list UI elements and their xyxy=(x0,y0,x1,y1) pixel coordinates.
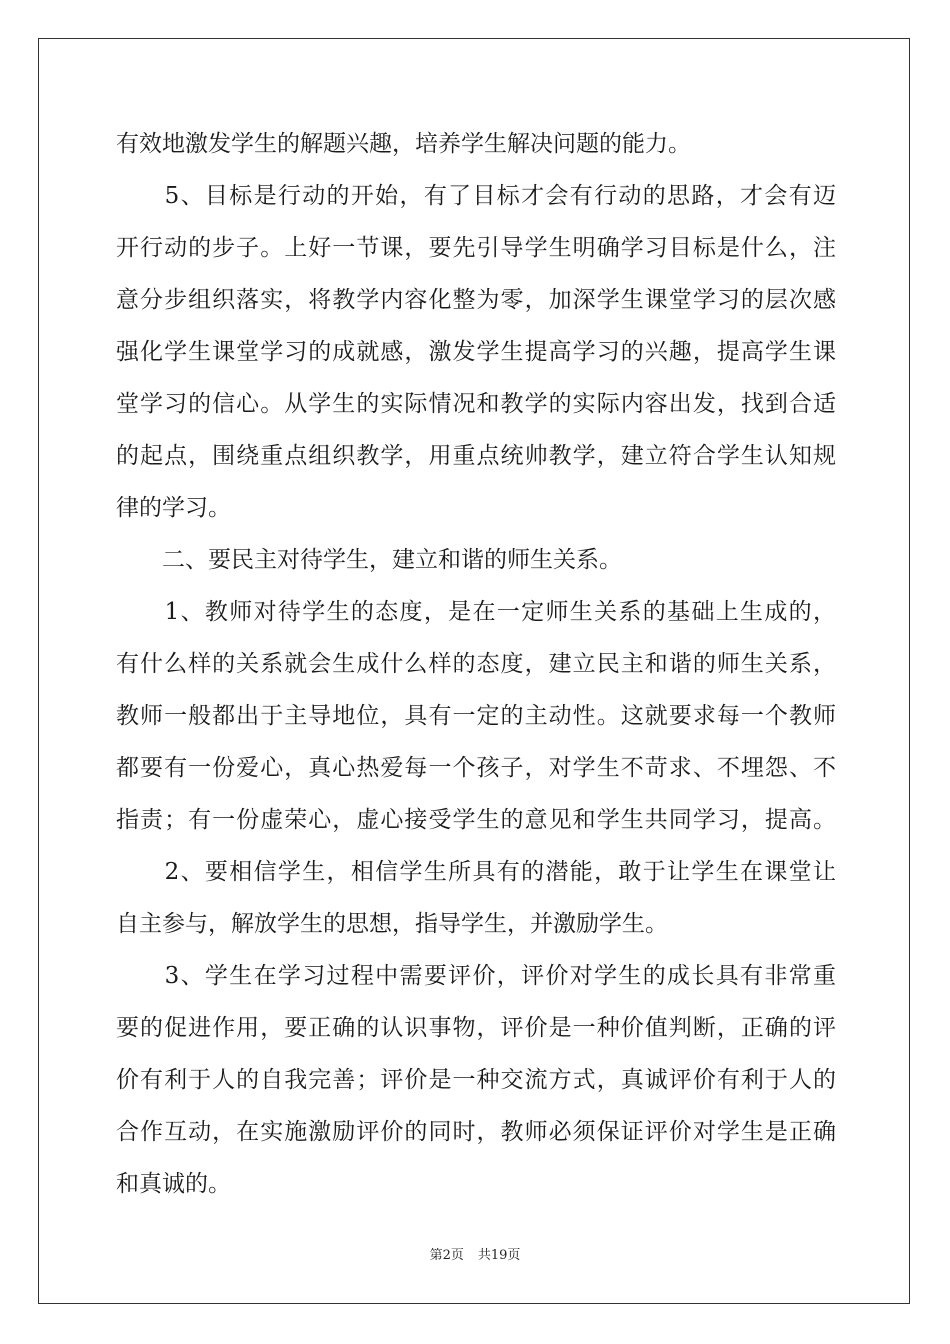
text-line: 5、目标是行动的开始，有了目标才会有行动的思路，才会有迈 xyxy=(116,183,836,209)
text-line: 有什么样的关系就会生成什么样的态度，建立民主和谐的师生关系， xyxy=(116,651,836,677)
text-line: 意分步组织落实，将教学内容化整为零，加深学生课堂学习的层次感 xyxy=(116,287,836,313)
text-line: 2、要相信学生，相信学生所具有的潜能，敢于让学生在课堂让 xyxy=(116,859,836,885)
text-line: 指责；有一份虚荣心，虚心接受学生的意见和学生共同学习，提高。 xyxy=(116,807,836,833)
text-line: 堂学习的信心。从学生的实际情况和教学的实际内容出发，找到合适 xyxy=(116,391,836,417)
text-line: 教师一般都出于主导地位，具有一定的主动性。这就要求每一个教师 xyxy=(116,703,836,729)
text-line: 自主参与，解放学生的思想，指导学生，并激励学生。 xyxy=(116,911,668,937)
text-line: 价有利于人的自我完善；评价是一种交流方式，真诚评价有利于人的 xyxy=(116,1067,836,1093)
page-footer xyxy=(0,1247,950,1265)
text-line: 律的学习。 xyxy=(116,495,231,521)
text-line: 3、学生在学习过程中需要评价，评价对学生的成长具有非常重 xyxy=(116,963,836,989)
page-number: 第2页 xyxy=(429,1248,464,1263)
text-line: 和真诚的。 xyxy=(116,1171,231,1197)
page-total: 共19页 xyxy=(477,1248,521,1263)
text-line: 强化学生课堂学习的成就感，激发学生提高学习的兴趣，提高学生课 xyxy=(116,339,836,365)
text-line: 有效地激发学生的解题兴趣，培养学生解决问题的能力。 xyxy=(116,131,691,157)
text-line: 的起点，围绕重点组织教学，用重点统帅教学，建立符合学生认知规 xyxy=(116,443,836,469)
text-line: 要的促进作用，要正确的认识事物，评价是一种价值判断，正确的评 xyxy=(116,1015,836,1041)
text-line: 开行动的步子。上好一节课，要先引导学生明确学习目标是什么，注 xyxy=(116,235,836,261)
text-line: 1、教师对待学生的态度，是在一定师生关系的基础上生成的， xyxy=(116,599,836,625)
section-heading: 二、要民主对待学生，建立和谐的师生关系。 xyxy=(116,547,622,573)
text-line: 都要有一份爱心，真心热爱每一个孩子，对学生不苛求、不埋怨、不 xyxy=(116,755,836,781)
text-line: 合作互动，在实施激励评价的同时，教师必须保证评价对学生是正确 xyxy=(116,1119,836,1145)
